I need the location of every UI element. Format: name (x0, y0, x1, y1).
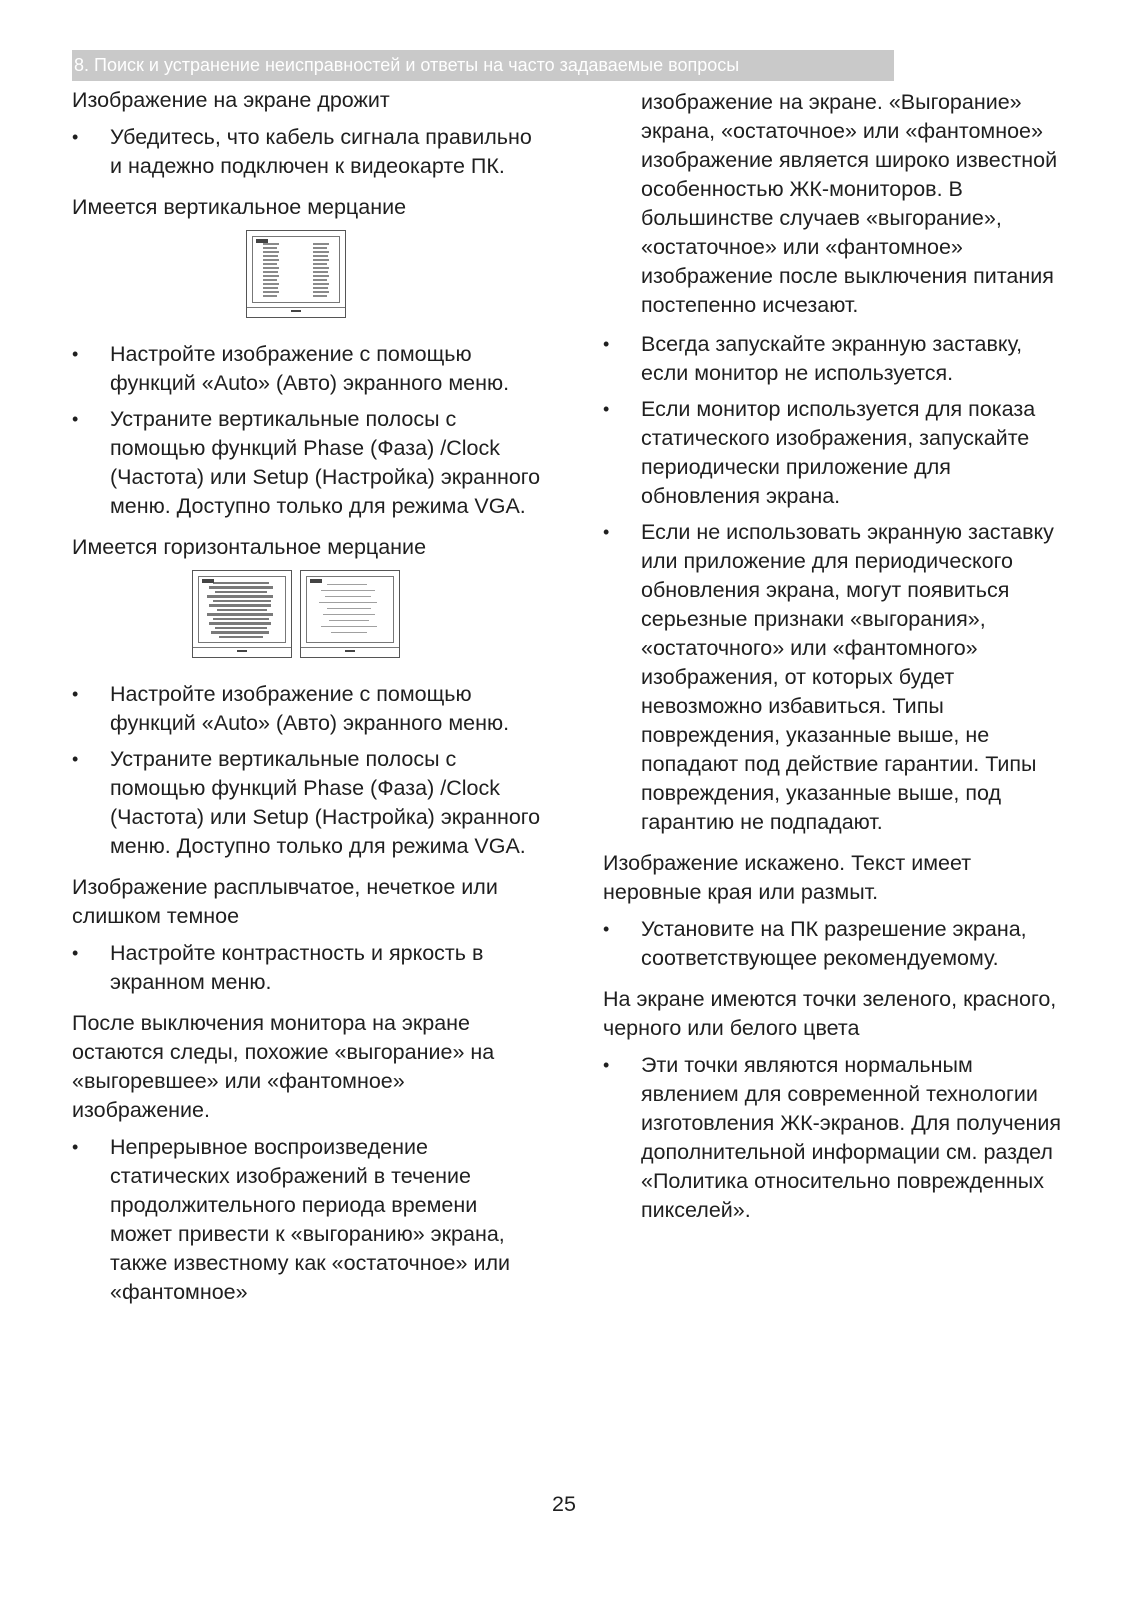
list-item: • Настройте изображение с помощью функций «Auto» (Авто) экранного меню. (72, 340, 542, 398)
vertical-flicker-figure (246, 230, 542, 318)
vertical-stripes-graphic (253, 237, 341, 304)
heading-horizontal-flicker: Имеется горизонтальное мерцание (72, 535, 427, 559)
heading-image-burn-in: После выключения монитора на экране остаются следы, похожие «выгорание» на «выгоревшее» или «фантомное» изображение. (72, 1011, 495, 1122)
list-item: • Настройте контрастность и яркость в экранном меню. (72, 939, 542, 997)
list-burn-in-more (603, 330, 1073, 837)
list-distorted-image (603, 915, 1073, 973)
list-item: • Всегда запускайте экранную заставку, если монитор не используется. (603, 330, 1073, 388)
list-horizontal-flicker (72, 680, 542, 861)
list-vertical-flicker (72, 340, 542, 521)
page-number: 25 (552, 1492, 576, 1516)
list-item: • Настройте изображение с помощью функций «Auto» (Авто) экранного меню. (72, 680, 542, 738)
list-image-burn-in (72, 1133, 542, 1307)
list-pixel-dots (603, 1051, 1073, 1225)
monitor-horizontal-flicker-icon (192, 570, 292, 658)
heading-screen-jitter: Изображение на экране дрожит (72, 88, 390, 112)
heading-blurry-image: Изображение расплывчатое, нечеткое или слишком темное (72, 875, 498, 928)
list-item: • Эти точки являются нормальным явлением для современной технологии изготовления ЖК-экранов. Для получения дополнительной информации см. раздел «Политика относительно поврежденных пикселей». (603, 1051, 1073, 1225)
list-item: • Если монитор используется для показа статического изображения, запускайте периодически приложение для обновления экрана. (603, 395, 1073, 511)
monitor-horizontal-flicker-corrected-icon (300, 570, 400, 658)
right-column (603, 88, 1073, 1237)
horizontal-noise-graphic (199, 577, 287, 644)
list-item: • Непрерывное воспроизведение статических изображений в течение продолжительного периода времени может привести к «выгоранию» экрана, также известному как «остаточное» или «фантомное» (72, 1133, 542, 1307)
horizontal-lines-graphic (307, 577, 395, 644)
list-blurry-image (72, 939, 542, 997)
burn-in-continuation: изображение на экране. «Выгорание» экрана, «остаточное» или «фантомное» изображение является широко известной особенностью ЖК-мониторов. В большинстве случаев «выгорание», «остаточное» или «фантомное» изображение после выключения питания постепенно исчезают. (641, 90, 1058, 317)
list-item: • Убедитесь, что кабель сигнала правильно и надежно подключен к видеокарте ПК. (72, 123, 542, 181)
section-header: 8. Поиск и устранение неисправностей и ответы на часто задаваемые вопросы (72, 50, 894, 81)
list-item: • Если не использовать экранную заставку или приложение для периодического обновления экрана, могут появиться серьезные признаки «выгорания», «остаточного» или «фантомного» изображения, от которых будет невозможно избавиться. Типы повреждения, указанные выше, не попадают под действие гарантии. Типы повреждения, указанные выше, под гарантию не подпадают. (603, 518, 1073, 837)
list-screen-jitter (72, 123, 542, 181)
horizontal-flicker-figure (192, 570, 542, 658)
list-item: • Установите на ПК разрешение экрана, соответствующее рекомендуемому. (603, 915, 1073, 973)
heading-pixel-dots: На экране имеются точки зеленого, красного, черного или белого цвета (603, 987, 1057, 1040)
list-item: • Устраните вертикальные полосы с помощью функций Phase (Фаза) /Clock (Частота) или Setup (Настройка) экранного меню. Доступно только для режима VGA. (72, 405, 542, 521)
heading-vertical-flicker: Имеется вертикальное мерцание (72, 195, 407, 219)
list-item: • Устраните вертикальные полосы с помощью функций Phase (Фаза) /Clock (Частота) или Setup (Настройка) экранного меню. Доступно только для режима VGA. (72, 745, 542, 861)
monitor-vertical-flicker-icon (246, 230, 346, 318)
left-column (72, 86, 542, 1319)
heading-distorted-image: Изображение искажено. Текст имеет неровные края или размыт. (603, 851, 972, 904)
